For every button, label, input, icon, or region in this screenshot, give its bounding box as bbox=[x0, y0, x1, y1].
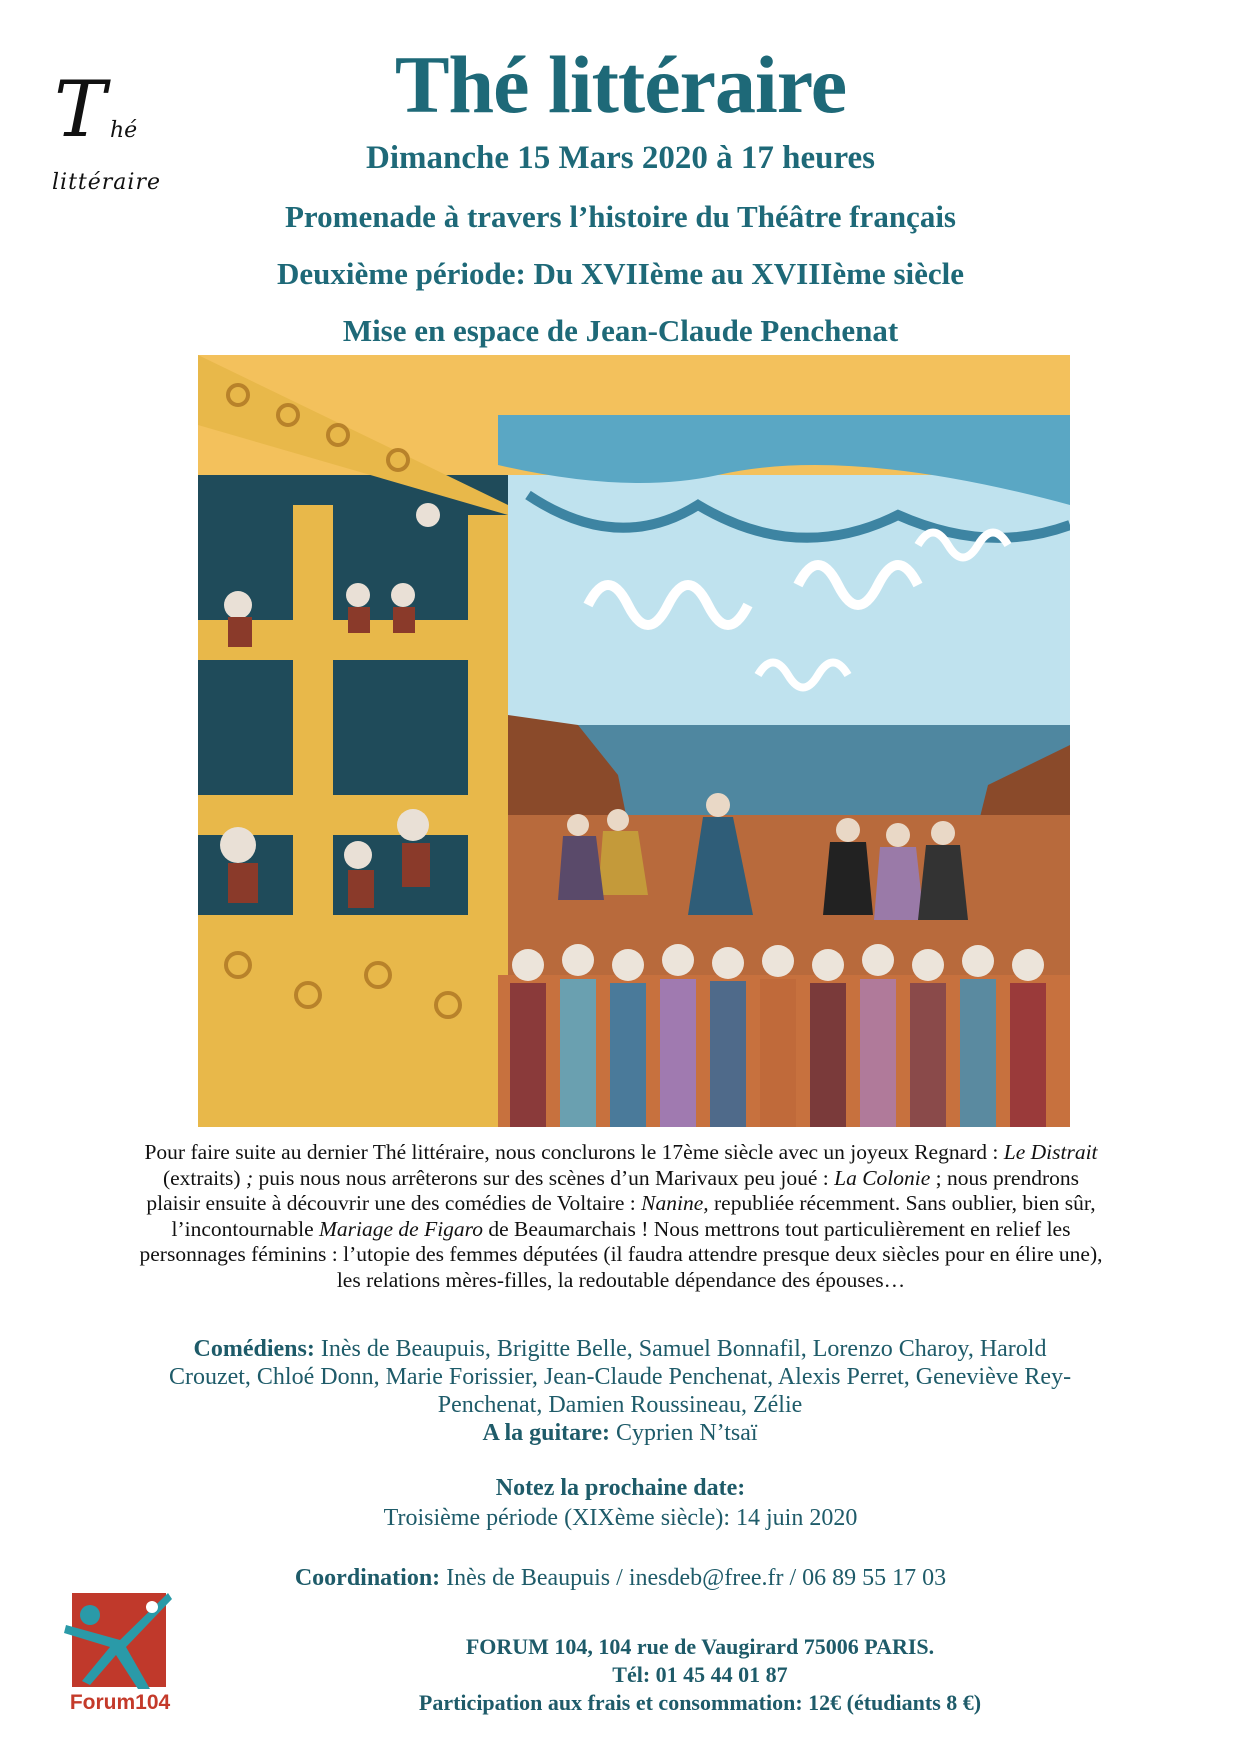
desc-semicolon: ; bbox=[245, 1165, 254, 1190]
desc-text-5: republiée récemment. Sans oublier, bien sûr, l’incontournable bbox=[171, 1191, 1096, 1241]
event-theme: Promenade à travers l’histoire du Théâtre français bbox=[284, 199, 956, 234]
desc-text-6: de Beaumarchais ! Nous mettrons tout particulièrement en relief les personnages féminins : l’utopie des femmes députées (il faudra attendre presque deux siècles pour en élire une), les relations mères-filles, la redoutable dépendance des épouses… bbox=[139, 1216, 1103, 1292]
cast-names: Inès de Beaupuis, Brigitte Belle, Samuel Bonnafil, Lorenzo Charoy, Harold Crouzet, Chloé Donn, Marie Forissier, Jean-Claude Penchenat, Alexis Perret, Geneviève Rey-Penchenat, Damien Roussineau, Zélie bbox=[168, 1336, 1072, 1418]
forum104-figure-icon bbox=[60, 1585, 180, 1690]
event-staging: Mise en espace de Jean-Claude Penchenat bbox=[342, 313, 899, 348]
guitar-name: Cyprien N’tsaï bbox=[610, 1420, 758, 1446]
theatre-illustration bbox=[198, 355, 1070, 1127]
forum104-logo bbox=[60, 1585, 180, 1715]
event-period: Deuxième période: Du XVIIème au XVIIIème siècle bbox=[276, 256, 965, 291]
guitar-label: A la guitare: bbox=[482, 1420, 610, 1446]
page-title: Thé littéraire bbox=[394, 39, 847, 130]
work-mariage-de-figaro: Mariage de Figaro bbox=[318, 1216, 483, 1241]
desc-text-3: puis nous nous arrêterons sur des scènes d’un Marivaux peu joué : bbox=[253, 1165, 835, 1190]
cast-label: Comédiens: bbox=[193, 1336, 315, 1362]
coordination-label: Coordination: bbox=[294, 1565, 441, 1591]
venue-price: Participation aux frais et consommation: 12€ (étudiants 8 €) bbox=[418, 1690, 982, 1715]
work-nanine: Nanine, bbox=[641, 1191, 709, 1215]
work-la-colonie: La Colonie bbox=[834, 1165, 931, 1190]
venue-address: FORUM 104, 104 rue de Vaugirard 75006 PARIS. bbox=[465, 1634, 935, 1659]
event-date: Dimanche 15 Mars 2020 à 17 heures bbox=[365, 140, 876, 176]
next-date-label: Notez la prochaine date: bbox=[495, 1475, 746, 1501]
cast-block bbox=[150, 1335, 1090, 1447]
forum104-name: Forum104 bbox=[69, 1691, 171, 1714]
work-le-distrait: Le Distrait bbox=[1003, 1140, 1098, 1164]
description-paragraph bbox=[138, 1140, 1104, 1293]
venue-phone: Tél: 01 45 44 01 87 bbox=[612, 1662, 788, 1687]
logo-letter: T bbox=[54, 65, 107, 155]
coordination-line bbox=[0, 1565, 1241, 1592]
logo-word: littéraire bbox=[52, 170, 161, 195]
desc-text-4: ; nous prendrons plaisir ensuite à découvrir une des comédies de Voltaire : bbox=[146, 1165, 1079, 1215]
next-date-text: Troisième période (XIXème siècle): 14 juin 2020 bbox=[383, 1505, 858, 1531]
logo-he: hé bbox=[110, 118, 138, 143]
desc-text-2: (extraits) bbox=[162, 1165, 246, 1190]
desc-text-1: Pour faire suite au dernier Thé littéraire, nous conclurons le 17ème siècle avec un joyeux Regnard : bbox=[144, 1140, 1004, 1164]
coordination-text: Inès de Beaupuis / inesdeb@free.fr / 06 89 55 17 03 bbox=[440, 1565, 947, 1591]
